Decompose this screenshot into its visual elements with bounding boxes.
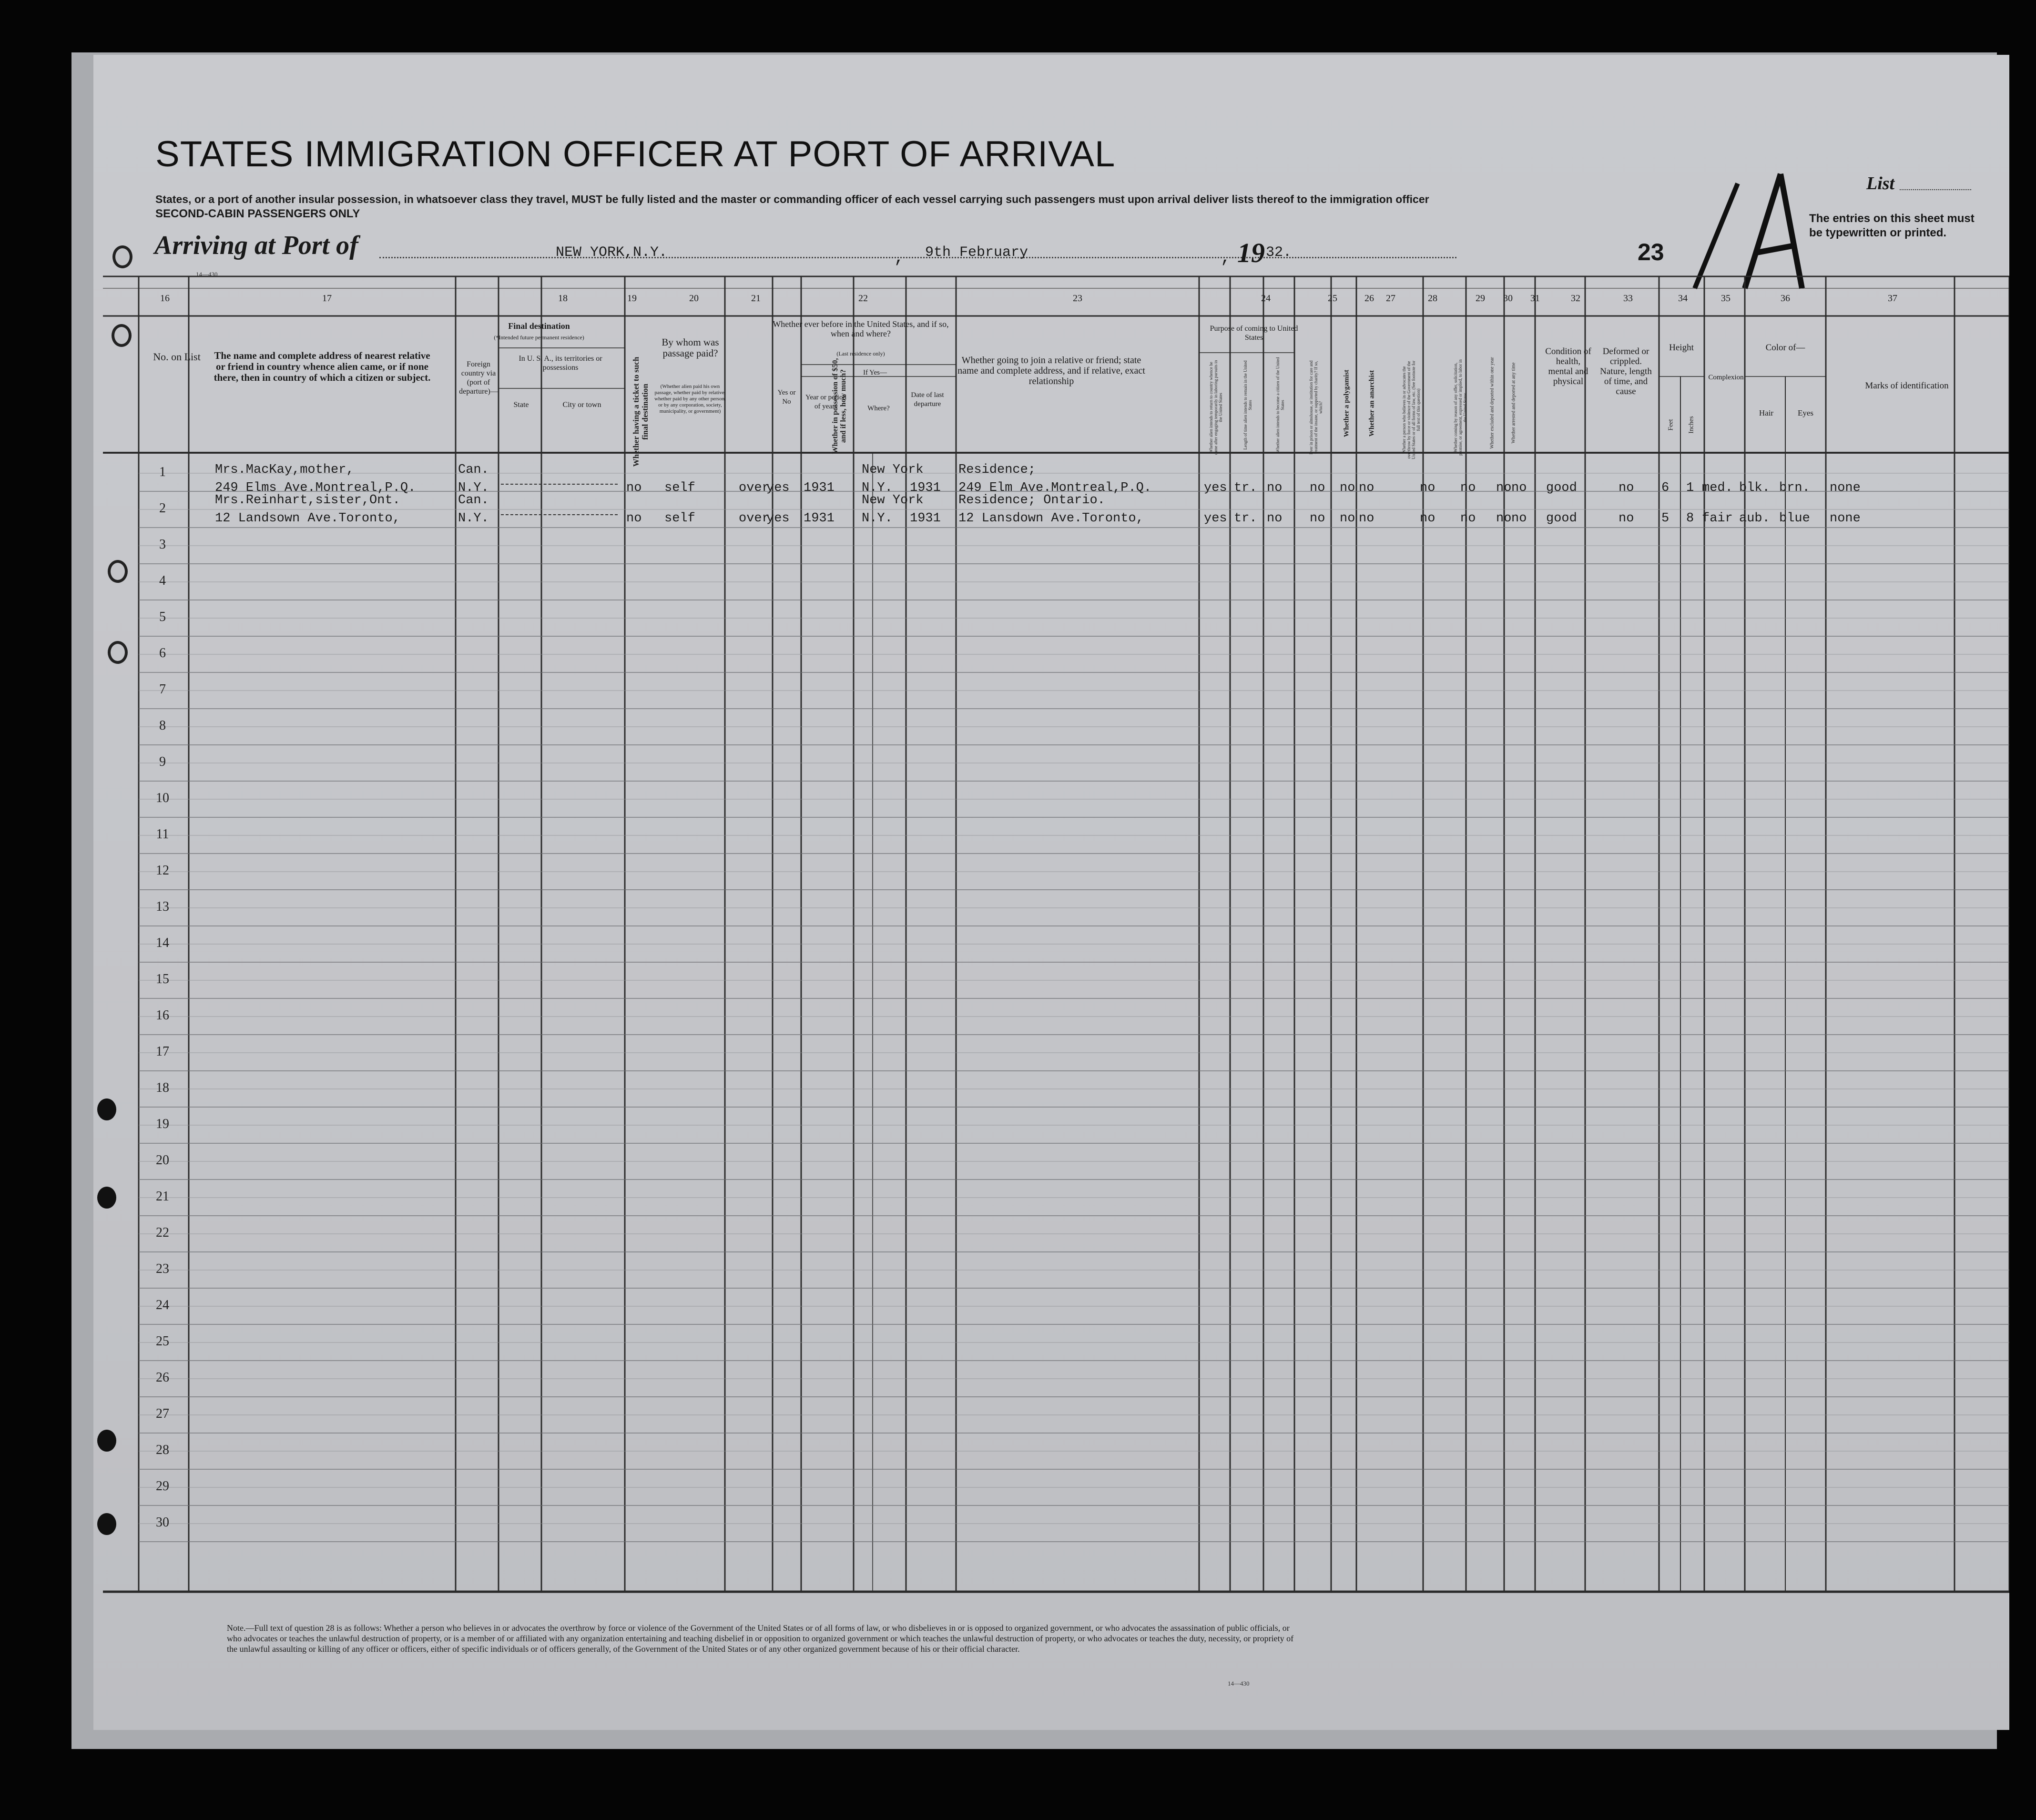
column-number: 34 — [1678, 293, 1688, 304]
year-prefix: 19 — [1237, 237, 1265, 268]
ticket-value: no — [626, 481, 642, 495]
where-value: N.Y. — [862, 511, 893, 526]
comma-separator: , — [894, 248, 905, 267]
column-number: 16 — [160, 293, 170, 304]
form-code-footer: 14—430 — [1228, 1680, 1250, 1687]
hair-value: aub. — [1739, 511, 1770, 526]
header-complexion: Complexion — [1708, 374, 1744, 381]
header-ticket: Whether having a ticket to such final destination — [631, 356, 650, 467]
year-stamp: 23 — [1638, 239, 1664, 265]
column-number: 32 — [1571, 293, 1580, 304]
form-code: 14—430 — [196, 271, 218, 278]
column-number: 29 — [1476, 293, 1485, 304]
header-become-citizen: Whether alien intends to become a citizen of the United States — [1275, 357, 1285, 453]
passage-paid-value: self — [664, 481, 695, 495]
row-number: 24 — [156, 1298, 169, 1312]
row-number: 18 — [156, 1080, 169, 1095]
question-28-value: no — [1420, 481, 1435, 495]
passage-paid-value: self — [664, 511, 695, 526]
row-number: 13 — [156, 899, 169, 914]
row-number: 22 — [156, 1225, 169, 1240]
column-number: 22 — [858, 293, 868, 304]
prison-value: no — [1310, 511, 1325, 526]
last-departure-value: 1931 — [910, 511, 941, 526]
list-label-rule — [1900, 189, 1971, 190]
year-value: 1931 — [804, 511, 835, 526]
header-question-28: Whether a person who believes in or advocates the overthrow by force or violence of the Government of the United States or of all forms of law, etc. (See footnote for full text of this question) — [1402, 360, 1421, 459]
comma-separator: , — [1221, 248, 1231, 267]
header-passage-paid: By whom was passage paid? — [662, 336, 719, 359]
prison-value: no — [1310, 481, 1325, 495]
binder-hole — [112, 245, 132, 268]
column-number: 31 — [1530, 293, 1540, 304]
binder-hole — [97, 1098, 116, 1120]
deformed-value: no — [1619, 481, 1634, 495]
column-number: 26 — [1364, 293, 1374, 304]
row-number: 29 — [156, 1479, 169, 1494]
anarchist-value: no — [1359, 481, 1374, 495]
row-number: 6 — [159, 646, 166, 661]
header-where: Where? — [867, 405, 890, 412]
header-money: Whether in possession of $50, and if less, how much? — [831, 358, 847, 454]
question-31-value: no — [1511, 481, 1527, 495]
header-marks: Marks of identification — [1865, 381, 1949, 391]
header-anarchist: Whether an anarchist — [1368, 370, 1376, 437]
height-inches-value: 8 — [1686, 511, 1694, 526]
arriving-label: Arriving at Port of — [154, 231, 358, 260]
eyes-value: blue — [1779, 511, 1810, 526]
header-eyes: Eyes — [1797, 408, 1814, 417]
header-hair: Hair — [1759, 408, 1774, 417]
header-yes-no: Yes or No — [777, 389, 796, 406]
column-number: 21 — [751, 293, 761, 304]
row-number: 4 — [159, 573, 166, 588]
row-number: 19 — [156, 1117, 169, 1131]
header-foreign-country: Foreign country via (port of departure)— — [459, 360, 498, 396]
health-value: good — [1546, 481, 1577, 495]
instructions-line: States, or a port of another insular possession, in whatsoever class they travel, MUST be fully listed and the master or commanding officer of each vessel carrying such passengers must upon arrival deliver lists thereof to the immigration officer — [155, 193, 1429, 205]
question-29-value: no — [1460, 511, 1476, 526]
header-city: City or town — [562, 401, 601, 409]
row-number: 28 — [156, 1443, 169, 1457]
binder-hole — [108, 560, 128, 583]
binder-hole — [97, 1187, 116, 1209]
row-number: 7 — [159, 682, 166, 697]
relative-address: 12 Landsown Ave.Toronto, — [215, 511, 400, 526]
foreign-country: Can. — [458, 493, 489, 508]
list-number-handwritten — [1685, 117, 1847, 300]
deformed-value: no — [1619, 511, 1634, 526]
anarchist-value: no — [1359, 511, 1374, 526]
header-in-usa: In U. S. A., its territories or possessions — [519, 355, 602, 372]
row-number: 14 — [156, 935, 169, 950]
length-stay-value: tr. — [1234, 511, 1257, 526]
row-number: 12 — [156, 863, 169, 878]
marks-value: none — [1830, 481, 1861, 495]
header-deformed: Deformed or crippled. Nature, length of time, and cause — [1600, 346, 1652, 397]
column-number: 33 — [1623, 293, 1633, 304]
health-value: good — [1546, 511, 1577, 526]
citizen-value: no — [1267, 511, 1283, 526]
complexion-value: fair — [1702, 511, 1733, 526]
marks-value: none — [1830, 511, 1861, 526]
column-number: 25 — [1328, 293, 1337, 304]
row-number: 25 — [156, 1334, 169, 1349]
last-departure-value: 1931 — [910, 481, 941, 495]
polygamist-value: no — [1340, 481, 1355, 495]
header-polygamist: Whether a polygamist — [1343, 369, 1351, 437]
header-been-before-note: (Last residence only) — [836, 350, 885, 357]
foreign-country: Can. — [458, 463, 489, 477]
header-join-relative: Whether going to join a relative or friend; state name and complete address, and if relative, exact relationship — [957, 355, 1145, 386]
eyes-value: brn. — [1779, 481, 1810, 495]
header-year: Year or period of years — [805, 394, 846, 410]
binder-hole — [97, 1513, 116, 1535]
join-relative-value: Residence; — [958, 463, 1036, 477]
passenger-class: SECOND-CABIN PASSENGERS ONLY — [155, 207, 360, 220]
row-number: 1 — [159, 465, 166, 479]
column-number: 18 — [558, 293, 568, 304]
header-length-stay: Length of time alien intends to remain in the United States — [1243, 360, 1252, 450]
height-feet-value: 6 — [1661, 481, 1670, 495]
binder-hole — [97, 1430, 116, 1452]
ticket-value: no — [626, 511, 642, 526]
relative-address: 249 Elms Ave.Montreal,P.Q. — [215, 481, 416, 495]
list-number-block — [1685, 117, 1975, 293]
join-relative-address: 12 Lansdown Ave.Toronto, — [958, 511, 1144, 526]
row-number: 16 — [156, 1008, 169, 1023]
hair-value: blk. — [1739, 481, 1770, 495]
row-number: 9 — [159, 754, 166, 769]
where-value: New York — [862, 463, 924, 477]
row-number: 23 — [156, 1261, 169, 1276]
header-if-yes: If Yes— — [863, 369, 887, 376]
arrival-date: 9th February — [925, 244, 1028, 261]
complexion-value: med. — [1702, 481, 1733, 495]
header-been-before: Whether ever before in the United States, and if so, when and where? — [773, 319, 949, 338]
header-purpose: Purpose of coming to United States — [1210, 325, 1298, 342]
binder-hole — [112, 324, 132, 347]
header-question-31: Whether arrested and deported at any time — [1511, 362, 1517, 444]
question-31-value: no — [1511, 511, 1527, 526]
row-number: 11 — [156, 827, 169, 842]
where-value: New York — [862, 493, 924, 508]
intends-return-value: yes — [1204, 511, 1227, 526]
row-number: 2 — [159, 501, 166, 516]
list-label: List — [1866, 173, 1895, 193]
column-number: 37 — [1888, 293, 1897, 304]
header-question-29: Whether coming by reason of any offer, solicitation, promise, or agreement, expressed or implied, to labor in the United States — [1453, 359, 1467, 456]
year-value: 1931 — [804, 481, 835, 495]
manifest-sheet — [93, 55, 2009, 1730]
been-before-value: yes — [766, 481, 790, 495]
header-color-of: Color of— — [1765, 343, 1805, 353]
column-number: 30 — [1503, 293, 1513, 304]
column-number: 24 — [1261, 293, 1271, 304]
join-relative-address: 249 Elm Ave.Montreal,P.Q. — [958, 481, 1152, 495]
header-no-on-list: No. on List — [153, 351, 201, 363]
list-note: be typewritten or printed. — [1809, 226, 1947, 239]
table-grid — [93, 55, 2009, 1730]
been-before-value: yes — [766, 511, 790, 526]
question-28-value: no — [1420, 511, 1435, 526]
header-inches: Inches — [1688, 416, 1695, 434]
relative-name: Mrs.Reinhart,sister,Ont. — [215, 493, 400, 508]
column-number: 19 — [627, 293, 637, 304]
column-number: 27 — [1386, 293, 1395, 304]
intends-return-value: yes — [1204, 481, 1227, 495]
polygamist-value: no — [1340, 511, 1355, 526]
header-question-30: Whether excluded and deported within one year — [1489, 357, 1495, 449]
column-number: 20 — [689, 293, 699, 304]
header-height: Height — [1669, 343, 1694, 353]
row-number: 10 — [156, 791, 169, 805]
page-title: STATES IMMIGRATION OFFICER AT PORT OF ARRIVAL — [155, 134, 1116, 174]
header-final-destination-note: (*Intended future permanent residence) — [494, 334, 584, 341]
column-number: 23 — [1073, 293, 1082, 304]
port-of-arrival: NEW YORK,N.Y. — [556, 244, 668, 261]
destination-state: N.Y. — [458, 511, 489, 526]
row-number: 20 — [156, 1153, 169, 1168]
money-value: over — [739, 481, 770, 495]
length-stay-value: tr. — [1234, 481, 1257, 495]
question-30-value: no — [1496, 511, 1512, 526]
header-last-departure: Date of last departure — [911, 391, 944, 408]
row-number: 5 — [159, 610, 166, 624]
height-feet-value: 5 — [1661, 511, 1670, 526]
where-value: N.Y. — [862, 481, 893, 495]
header-prison: Ever in prison or almshouse, or institution for care and treatment of the insane, or supported by charity? If so, which? — [1309, 360, 1323, 455]
binder-hole — [108, 641, 128, 664]
arriving-dotted-rule — [379, 257, 1456, 258]
city-dash-line — [501, 484, 618, 485]
row-number: 15 — [156, 972, 169, 986]
header-nearest-relative: The name and complete address of nearest relative or friend in country whence alien came, or if none there, then in country of which a citizen or subject. — [214, 350, 431, 383]
money-value: over — [739, 511, 770, 526]
column-number: 17 — [322, 293, 332, 304]
row-number: 21 — [156, 1189, 169, 1204]
footnote-question-28: Note.—Full text of question 28 is as follows: Whether a person who believes in or advocates the overthrow by force or violence of the Government of the United States or of all forms of law, or who disbelieves in or is opposed to organized government, or who advocates the assassination of public officials, or who advocates or teaches the unlawful destruction of property, or is a member of or affiliated with any organization entertaining and teaching disbelief in or opposition to organized government or which teaches the unlawful destruction of property, or who advocates or teaches the duty, necessity, or propriety of the unlawful assaulting or killing of any officer or officers, either of specific individuals or of officers generally, of the Government of the United States or of any other organized government because of his or their official character. — [227, 1623, 1294, 1654]
relative-name: Mrs.MacKay,mother, — [215, 463, 354, 477]
column-number: 35 — [1721, 293, 1731, 304]
header-health: Condition of health, mental and physical — [1545, 346, 1591, 386]
question-30-value: no — [1496, 481, 1512, 495]
header-intends-return: Whether alien intends to return to country whence he came after engaging temporarily in laboring pursuits in the United States — [1209, 360, 1223, 455]
row-number: 3 — [159, 537, 166, 552]
row-number: 8 — [159, 718, 166, 733]
join-relative-value: Residence; Ontario. — [958, 493, 1105, 508]
header-final-destination: Final destination — [508, 321, 570, 331]
row-number: 26 — [156, 1370, 169, 1385]
header-feet: Feet — [1667, 419, 1675, 431]
question-29-value: no — [1460, 481, 1476, 495]
list-note: The entries on this sheet must — [1809, 212, 1975, 225]
row-number: 17 — [156, 1044, 169, 1059]
column-number: 28 — [1428, 293, 1437, 304]
header-passage-note: (Whether alien paid his own passage, whether paid by relative, whether paid by any other person, or by any corporation, society, municipality, or government) — [654, 384, 726, 414]
row-number: 30 — [156, 1515, 169, 1530]
year-typed: 32. — [1266, 244, 1292, 261]
city-dash-line — [501, 514, 618, 515]
destination-state: N.Y. — [458, 481, 489, 495]
header-state: State — [513, 401, 529, 409]
column-number: 36 — [1781, 293, 1790, 304]
height-inches-value: 1 — [1686, 481, 1694, 495]
row-number: 27 — [156, 1406, 169, 1421]
citizen-value: no — [1267, 481, 1283, 495]
